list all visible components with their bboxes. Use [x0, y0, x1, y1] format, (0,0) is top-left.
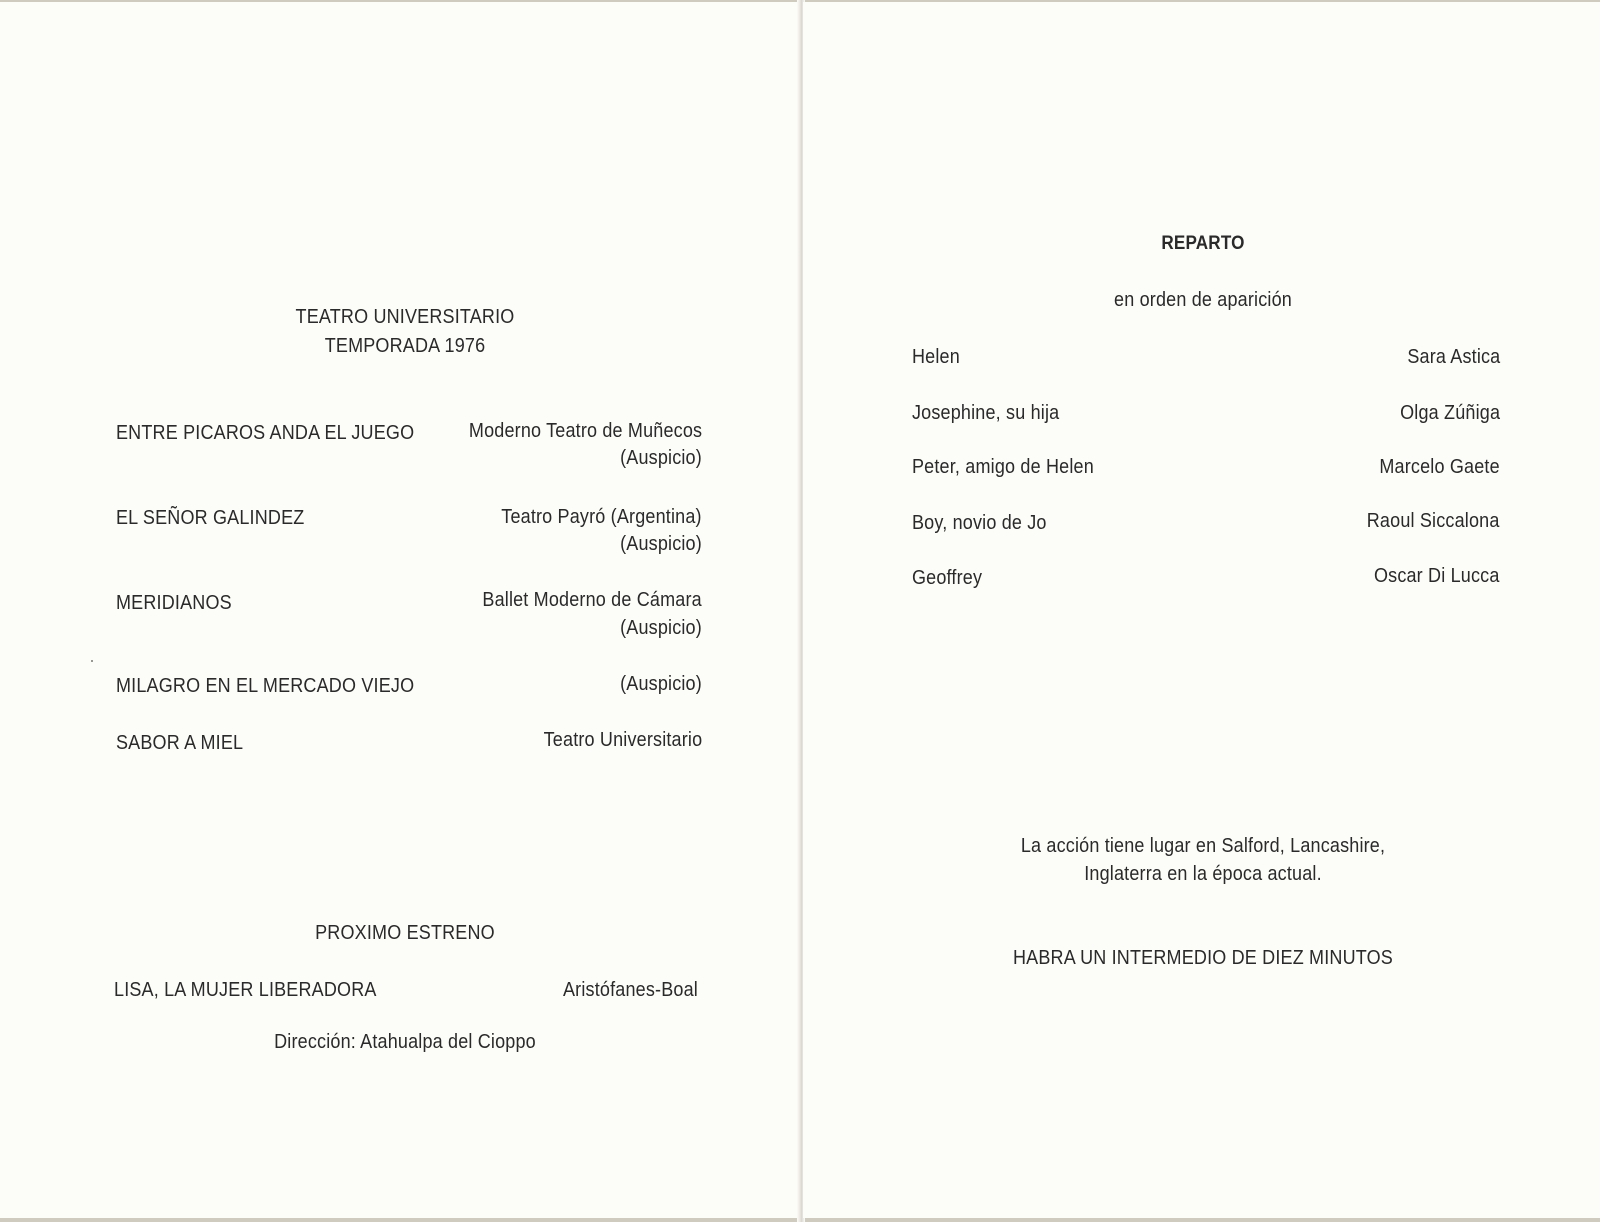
speck: [91, 660, 93, 662]
next-premiere-author: Aristófanes-Boal: [563, 979, 698, 1001]
next-premiere-direction: Dirección: Atahualpa del Cioppo: [274, 1031, 536, 1053]
intermission-notice: HABRA UN INTERMEDIO DE DIEZ MINUTOS: [1012, 947, 1393, 969]
cast-role: Peter, amigo de Helen: [912, 456, 1094, 478]
cast-actor: Marcelo Gaete: [1379, 456, 1500, 478]
cast-role: Boy, novio de Jo: [912, 512, 1047, 534]
next-premiere-heading: PROXIMO ESTRENO: [315, 922, 495, 944]
cast-actor: Raoul Siccalona: [1367, 510, 1500, 532]
season-note: (Auspicio): [620, 617, 702, 639]
season-heading-line2: TEMPORADA 1976: [324, 335, 486, 357]
season-title: ENTRE PICAROS ANDA EL JUEGO: [116, 422, 415, 444]
season-note: (Auspicio): [620, 447, 702, 469]
cast-actor: Sara Astica: [1406, 346, 1500, 368]
season-title: SABOR A MIEL: [116, 732, 244, 754]
season-note: (Auspicio): [620, 533, 702, 555]
cast-role: Josephine, su hija: [912, 402, 1060, 424]
setting-line2: Inglaterra en la época actual.: [1084, 863, 1322, 885]
season-company: Ballet Moderno de Cámara: [482, 589, 702, 611]
cast-heading: REPARTO: [1161, 233, 1245, 254]
season-title: MILAGRO EN EL MERCADO VIEJO: [116, 675, 415, 697]
cast-subheading: en orden de aparición: [1114, 289, 1292, 311]
cast-actor: Oscar Di Lucca: [1374, 565, 1500, 587]
cast-actor: Olga Zúñiga: [1399, 402, 1500, 424]
season-title: MERIDIANOS: [116, 592, 232, 614]
cast-role: Helen: [912, 346, 960, 368]
season-company: Teatro Payró (Argentina): [501, 506, 702, 528]
season-note: (Auspicio): [620, 673, 702, 695]
right-page: [803, 2, 1600, 1218]
season-title: EL SEÑOR GALINDEZ: [116, 507, 305, 529]
cast-role: Geoffrey: [912, 567, 983, 589]
next-premiere-title: LISA, LA MUJER LIBERADORA: [114, 979, 377, 1001]
season-company: Moderno Teatro de Muñecos: [468, 420, 702, 442]
left-page: [0, 2, 801, 1218]
season-heading-line1: TEATRO UNIVERSITARIO: [295, 306, 515, 328]
setting-line1: La acción tiene lugar en Salford, Lancashire,: [1020, 835, 1386, 857]
season-company: Teatro Universitario: [543, 729, 702, 751]
